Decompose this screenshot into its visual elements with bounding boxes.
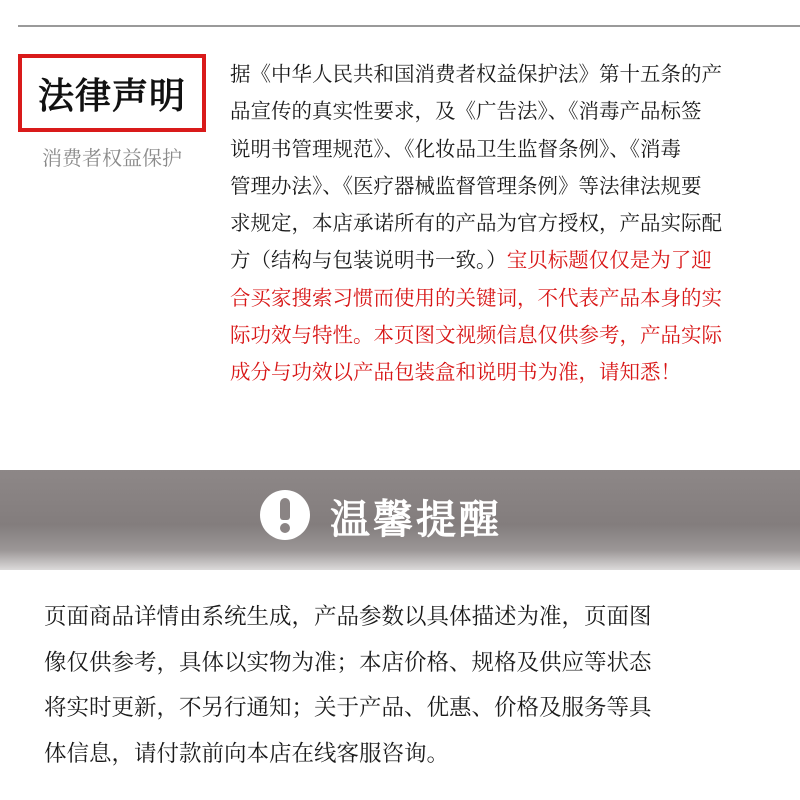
notice-title: 温馨提醒 bbox=[330, 497, 502, 543]
notice-text bbox=[44, 595, 774, 778]
legal-line: 说明书管理规范》、《化妆品卫生监督条例》、《消毒 bbox=[230, 136, 681, 161]
top-divider bbox=[18, 25, 800, 27]
exclamation-dot bbox=[280, 523, 290, 533]
legal-red-line: 合买家搜索习惯而使用的关键词，不代表产品本身的实 bbox=[230, 285, 722, 310]
legal-line-black-part: 方（结构与包装说明书一致。） bbox=[230, 248, 507, 273]
legal-line: 求规定，本店承诺所有的产品为官方授权，产品实际配 bbox=[230, 211, 722, 236]
legal-line-red-part: 宝贝标题仅仅是为了迎 bbox=[506, 248, 712, 273]
notice-line: 页面商品详情由系统生成，产品参数以具体描述为准，页面图 bbox=[44, 604, 652, 630]
notice-line: 体信息，请付款前向本店在线客服咨询。 bbox=[44, 741, 450, 768]
notice-line: 将实时更新，不另行通知；关于产品、优惠、价格及服务等具 bbox=[44, 695, 652, 722]
legal-red-line: 成分与功效以产品包装盒和说明书为准，请知悉！ bbox=[230, 360, 681, 385]
legal-line: 据《中华人民共和国消费者权益保护法》第十五条的产 bbox=[230, 62, 722, 86]
legal-title-box bbox=[18, 54, 206, 132]
legal-subtitle: 消费者权益保护 bbox=[42, 146, 182, 170]
exclamation-icon bbox=[260, 490, 310, 540]
legal-statement bbox=[230, 56, 772, 392]
exclamation-bar bbox=[280, 498, 290, 520]
legal-red-line: 际功效与特性。本页图文视频信息仅供参考，产品实际 bbox=[230, 323, 722, 348]
notice-line: 像仅供参考，具体以实物为准；本店价格、规格及供应等状态 bbox=[44, 649, 652, 676]
legal-line-mixed bbox=[230, 242, 772, 279]
legal-title: 法律声明 bbox=[37, 75, 186, 117]
legal-line: 管理办法》、《医疗器械监督管理条例》等法律法规要 bbox=[230, 173, 702, 198]
legal-line: 品宣传的真实性要求，及《广告法》、《消毒产品标签 bbox=[230, 99, 702, 124]
